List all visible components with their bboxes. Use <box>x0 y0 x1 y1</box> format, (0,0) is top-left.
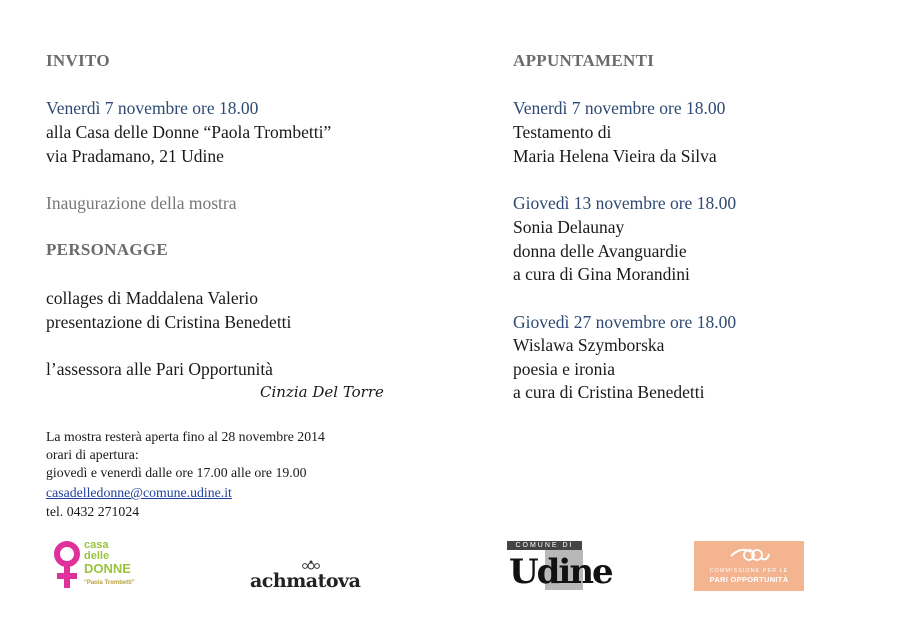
info-hours-label: orari di apertura: <box>46 447 139 462</box>
info-phone: tel. 0432 271024 <box>46 504 140 519</box>
event-2-line: Sonia Delaunay <box>513 217 625 237</box>
event-1-date: Venerdì 7 novembre ore 18.00 <box>513 98 726 118</box>
event-3-line: Wislawa Szymborska <box>513 335 665 355</box>
udine-wordmark: Udine <box>509 552 612 592</box>
event-3-line: a cura di Cristina Benedetti <box>513 382 705 402</box>
invito-venue: alla Casa delle Donne “Paola Trombetti” <box>46 122 332 142</box>
invito-address: via Pradamano, 21 Udine <box>46 146 224 166</box>
invito-date: Venerdì 7 novembre ore 18.00 <box>46 98 259 118</box>
casa-logo-line: DONNE <box>84 561 131 576</box>
rings-icon <box>727 544 771 566</box>
pari-line2: PARI OPPORTUNITÀ <box>709 575 789 584</box>
info-hours: giovedì e venerdì dalle ore 17.00 alle ore 19.00 <box>46 465 307 480</box>
achmatova-logo <box>250 560 370 594</box>
info-opening-period: La mostra resterà aperta fino al 28 novembre 2014 <box>46 429 325 444</box>
collages-text: collages di Maddalena Valerio <box>46 288 259 308</box>
casa-logo-tag: "Paola Trombetti" <box>84 580 135 586</box>
invito-heading: INVITO <box>46 51 110 70</box>
event-1-line: Testamento di <box>513 122 612 142</box>
event-2-date: Giovedì 13 novembre ore 18.00 <box>513 193 737 213</box>
casa-logo-line: delle <box>84 550 110 562</box>
casa-logo-text <box>84 540 131 576</box>
casa-delle-donne-logo <box>52 540 152 592</box>
presentation-text: presentazione di Cristina Benedetti <box>46 312 292 332</box>
casa-logo-line: casa <box>84 539 109 551</box>
event-1-line: Maria Helena Vieira da Silva <box>513 146 717 166</box>
pari-line1: COMMISSIONE PER LE <box>709 568 789 574</box>
female-symbol-icon <box>52 540 86 592</box>
appuntamenti-heading: APPUNTAMENTI <box>513 51 655 70</box>
event-2-line: a cura di Gina Morandini <box>513 264 690 284</box>
assessora-text: l’assessora alle Pari Opportunità <box>46 359 273 379</box>
inauguration-text: Inaugurazione della mostra <box>46 193 237 213</box>
pari-opportunita-logo <box>694 541 804 591</box>
achmatova-text: achmatova <box>250 570 361 592</box>
comune-label: COMUNE DI <box>507 541 582 550</box>
comune-udine-logo <box>505 540 610 592</box>
exhibition-title: PERSONAGGE <box>46 240 169 259</box>
event-3-line: poesia e ironia <box>513 359 616 379</box>
event-2-line: donna delle Avanguardie <box>513 241 687 261</box>
signature-text: Cinzia Del Torre <box>260 383 384 401</box>
event-3-date: Giovedì 27 novembre ore 18.00 <box>513 312 737 332</box>
email-link[interactable]: casadelledonne@comune.udine.it <box>46 485 232 500</box>
